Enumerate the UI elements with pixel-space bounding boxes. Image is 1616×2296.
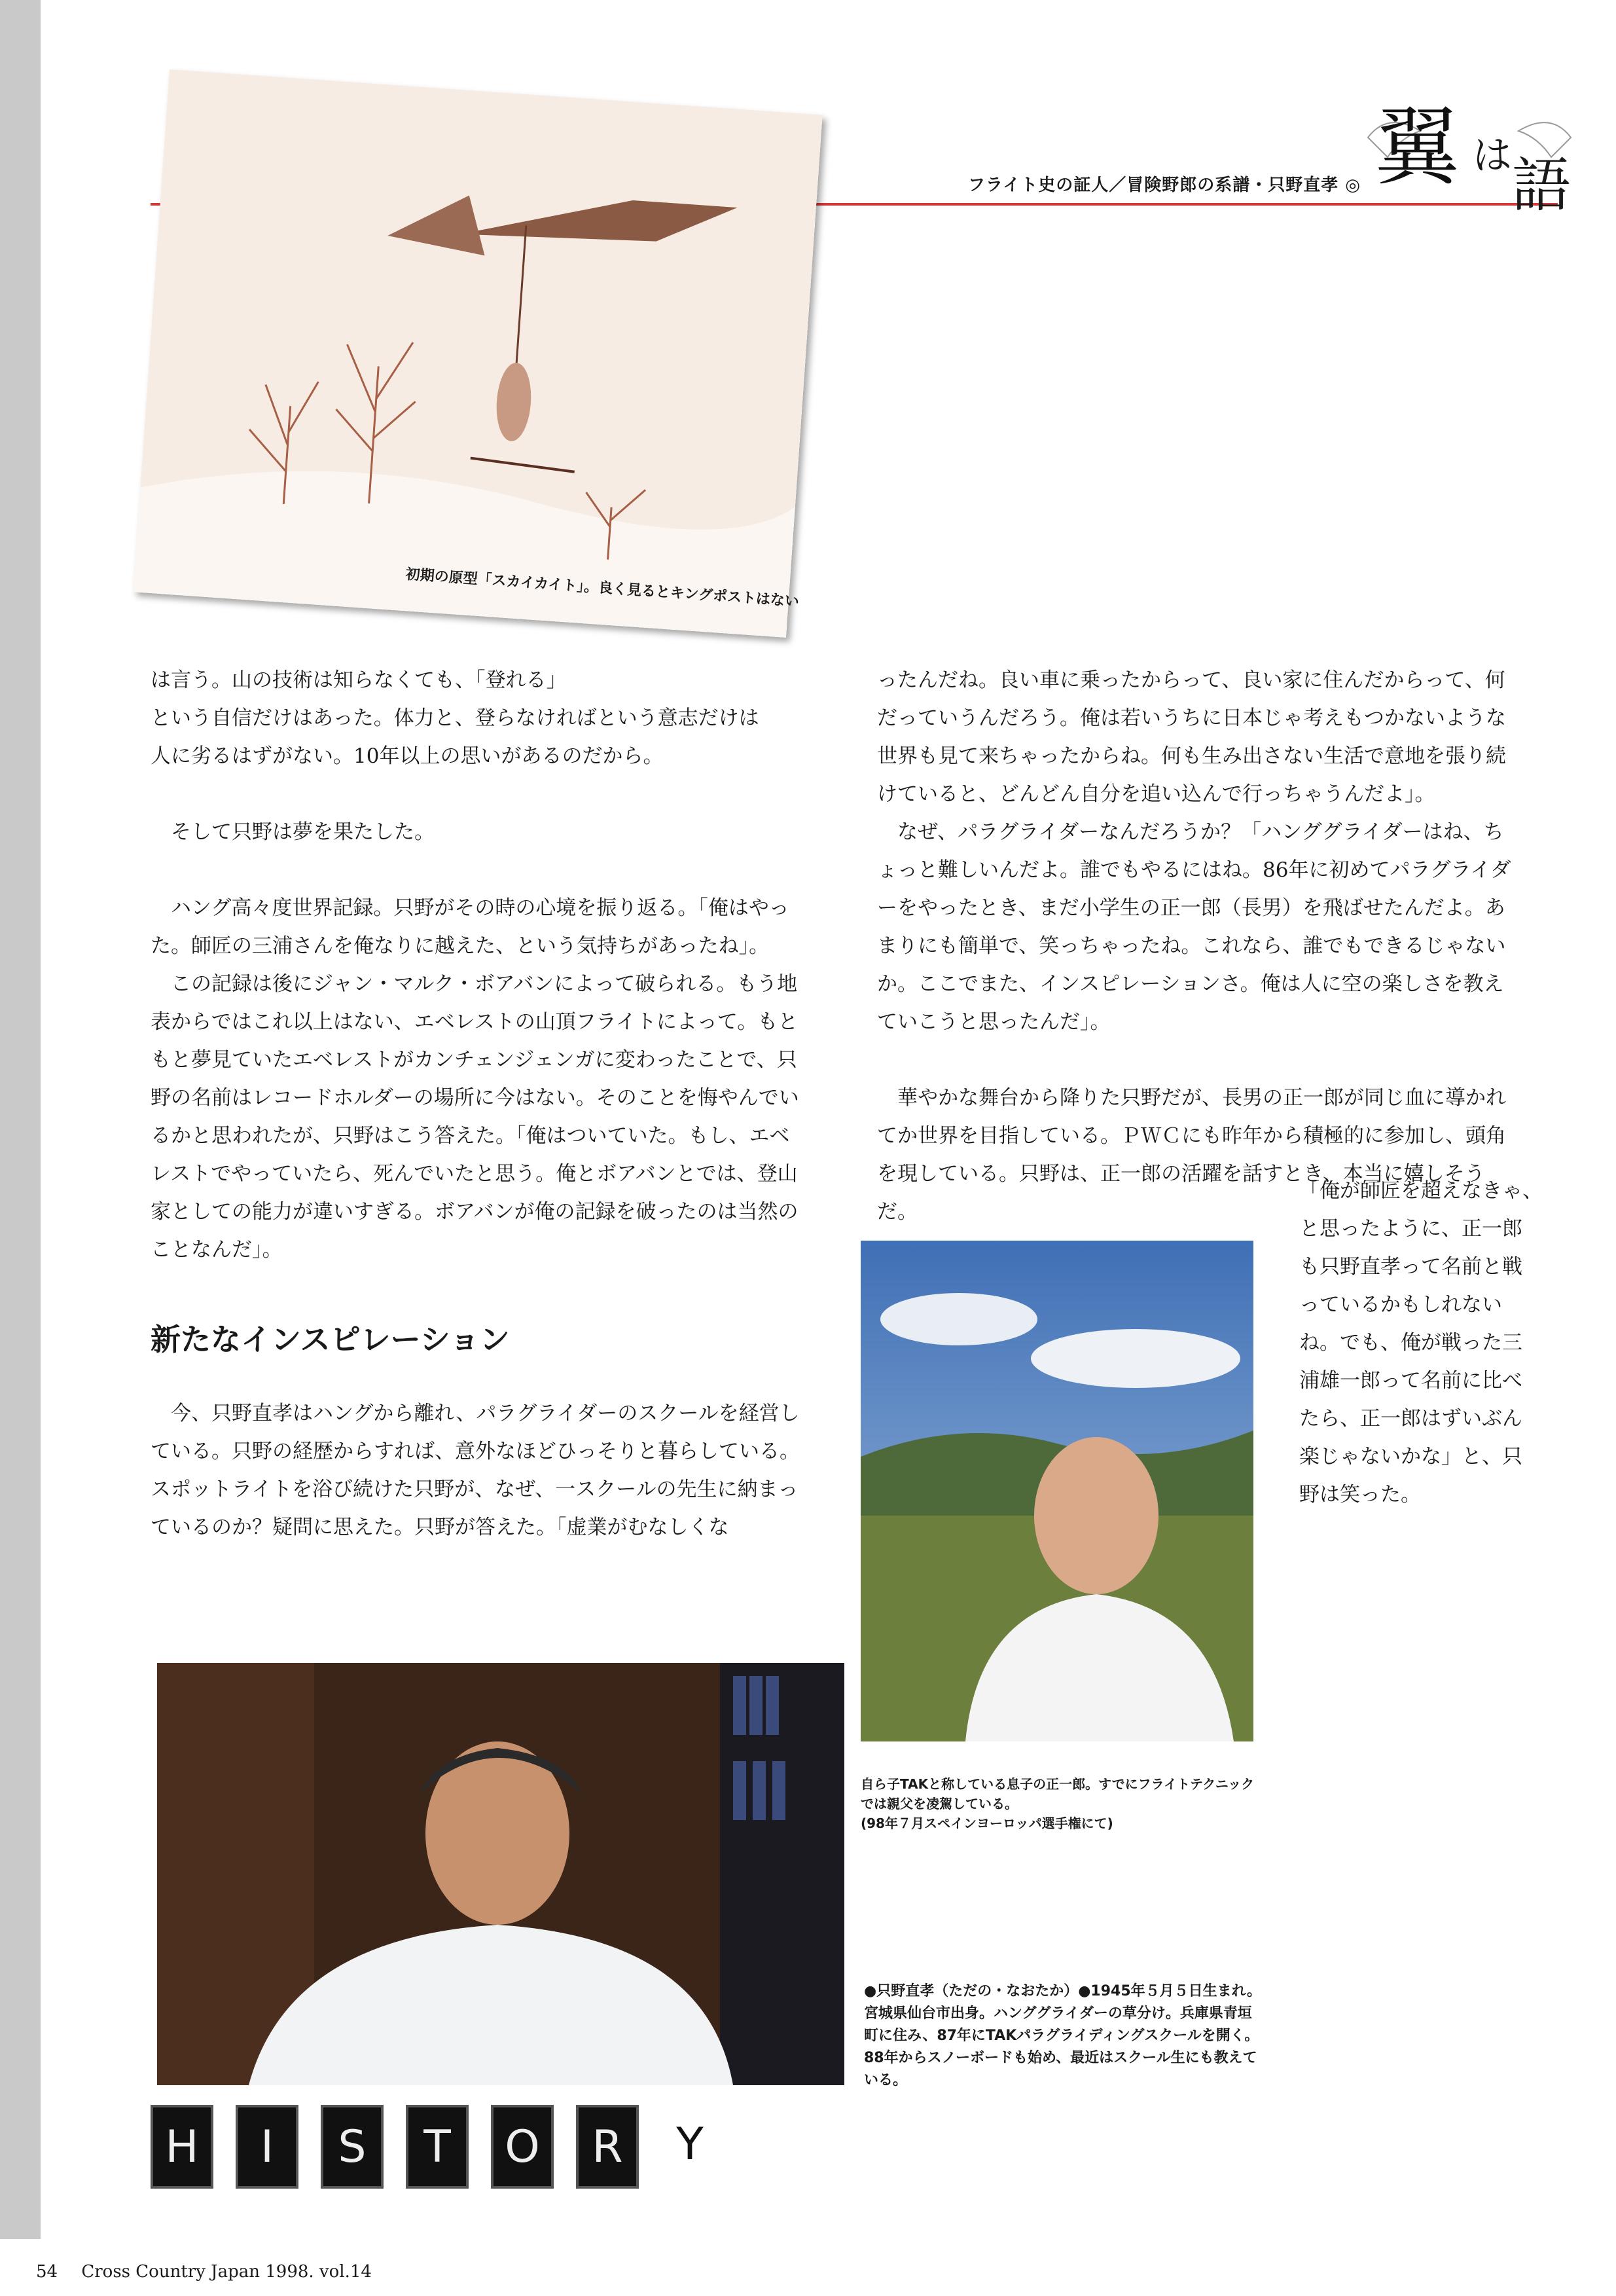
paragraph: という自信だけはあった。体力と、登らなければという意志だけは xyxy=(151,706,759,730)
logo-char-ha: は xyxy=(1473,133,1512,179)
series-logo xyxy=(1361,98,1577,220)
son-portrait-photo xyxy=(861,1241,1253,1741)
history-tile: O xyxy=(491,2105,554,2189)
paragraph: そして只野は夢を果たした。 xyxy=(171,820,435,844)
magazine-info: Cross Country Japan 1998. vol.14 xyxy=(81,2262,372,2282)
caption-line: (98年７月スペインヨーロッパ選手権にて) xyxy=(861,1815,1113,1831)
history-tile: T xyxy=(406,2105,469,2189)
profile-line: いる。 xyxy=(864,2072,908,2088)
text-line: と思ったように、正一郎 xyxy=(1299,1217,1522,1241)
text-line: っているかもしれない xyxy=(1299,1293,1502,1317)
side-bar xyxy=(0,0,41,2239)
caption-line: では親父を凌駕している。 xyxy=(861,1796,1018,1812)
history-tile: S xyxy=(321,2105,384,2189)
profile-line: ●只野直孝（ただの・なおたか）●1945年５月５日生まれ。 xyxy=(864,1983,1261,1999)
section-heading: 新たなインスピレーション xyxy=(151,1322,510,1357)
profile-line: 宮城県仙台市出身。ハンググライダーの草分け。兵庫県青垣 xyxy=(864,2005,1252,2022)
history-tile: Y xyxy=(661,2105,719,2183)
series-title: フライト史の証人／冒険野郎の系譜・只野直孝 ◎ xyxy=(968,175,1361,195)
paragraph: は言う。山の技術は知らなくても、「登れる」 xyxy=(151,668,567,692)
logo-char-kataru: 語 xyxy=(1512,151,1571,220)
profile-line: 88年からスノーボードも始め、最近はスクール生にも教えて xyxy=(864,2050,1257,2066)
section-text xyxy=(151,1394,805,1546)
history-banner xyxy=(151,2105,719,2189)
paragraph: 今、只野直孝はハングから離れ、パラグライダーのスクールを経営している。只野の経歴からすれば、意外なほどひっそりと暮らしている。スポットライトを浴び続けた只野が、なぜ、一スクールの先生に納まっているのか？疑問に思えた。只野が答えた。「虚業がむなしくな xyxy=(151,1402,800,1539)
history-tile: H xyxy=(151,2105,213,2189)
caption-line: 自ら子TAKと称している息子の正一郎。すでにフライトテクニック xyxy=(861,1776,1255,1792)
paragraph: この記録は後にジャン・マルク・ボアバンによって破られる。もう地表からではこれ以上はない、エベレストの山頂フライトによって。もともと夢見ていたエベレストがカンチェンジェンガに変わったことで、只野の名前はレコードホルダーの場所に今はない。そのことを悔やんでいるかと思われたが、只野はこう答えた。「俺はついていた。もし、エベレストでやっていたら、死んでいたと思う。俺とボアバンとでは、登山家としての能力が違いすぎる。ボアバンが俺の記録を破ったのは当然のことなんだ」。 xyxy=(151,972,799,1262)
text-line: 野は笑った。 xyxy=(1299,1483,1421,1506)
page-number: 54 xyxy=(36,2262,58,2282)
page-footer xyxy=(36,2262,372,2282)
paragraph: ハング高々度世界記録。只野がその時の心境を振り返る。「俺はやった。師匠の三浦さんを俺なりに越えた、という気持ちがあったね」。 xyxy=(151,896,789,958)
text-line: たら、正一郎はずいぶん xyxy=(1299,1407,1522,1430)
profile-box xyxy=(864,1980,1289,2092)
text-line: 楽じゃないかな」と、只 xyxy=(1299,1445,1522,1468)
paragraph: ったんだね。良い車に乗ったからって、良い家に住んだからって、何だっていうんだろう。俺は若いうちに日本じゃ考えもつかないような世界も見て来ちゃったからね。何も生み出さない生活で意地を張り続けていると、どんどん自分を追い込んで行っちゃうんだよ」。 xyxy=(877,668,1506,806)
logo-char-wing: 翼 xyxy=(1374,98,1460,197)
right-narrow-text xyxy=(1299,1172,1561,1514)
paragraph: 華やかな舞台から降りた只野だが、長男の正一郎が同じ血に導かれてか世界を目指している。ＰＷＣにも昨年から積極的に参加し、頭角を現している。只野は、正一郎の活躍を話すとき、本当に嬉しそうだ。 xyxy=(877,1086,1506,1224)
history-tile: R xyxy=(576,2105,639,2189)
history-tile: I xyxy=(236,2105,298,2189)
paragraph: なぜ、パラグライダーなんだろうか？「ハンググライダーはね、ちょっと難しいんだよ。誰でもやるにはね。86年に初めてパラグライダーをやったとき、まだ小学生の正一郎（長男）を飛ばせたんだよ。あまりにも簡単で、笑っちゃったね。これなら、誰でもできるじゃないか。ここでまた、インスピレーションさ。俺は人に空の楽しさを教えていこうと思ったんだ」。 xyxy=(877,820,1511,1034)
text-line: も只野直孝って名前と戦 xyxy=(1299,1255,1522,1279)
text-line: 「俺が師匠を超えなきゃ、 xyxy=(1299,1179,1543,1203)
text-line: ね。でも、俺が戦った三 xyxy=(1299,1331,1522,1355)
text-line: 浦雄一郎って名前に比べ xyxy=(1299,1369,1522,1393)
paragraph: 人に劣るはずがない。10年以上の思いがあるのだから。 xyxy=(151,744,664,768)
photo2-caption xyxy=(861,1774,1280,1833)
right-column-text xyxy=(877,661,1518,1231)
left-column-text xyxy=(151,661,805,1269)
sky-kite-photo xyxy=(133,69,822,638)
father-portrait-photo xyxy=(157,1663,844,2085)
photo1-caption: 初期の原型「スカイカイト」。良く見るとキングポストはない xyxy=(404,566,800,610)
profile-line: 町に住み、87年にTAKパラグライディングスクールを開く。 xyxy=(864,2028,1259,2044)
